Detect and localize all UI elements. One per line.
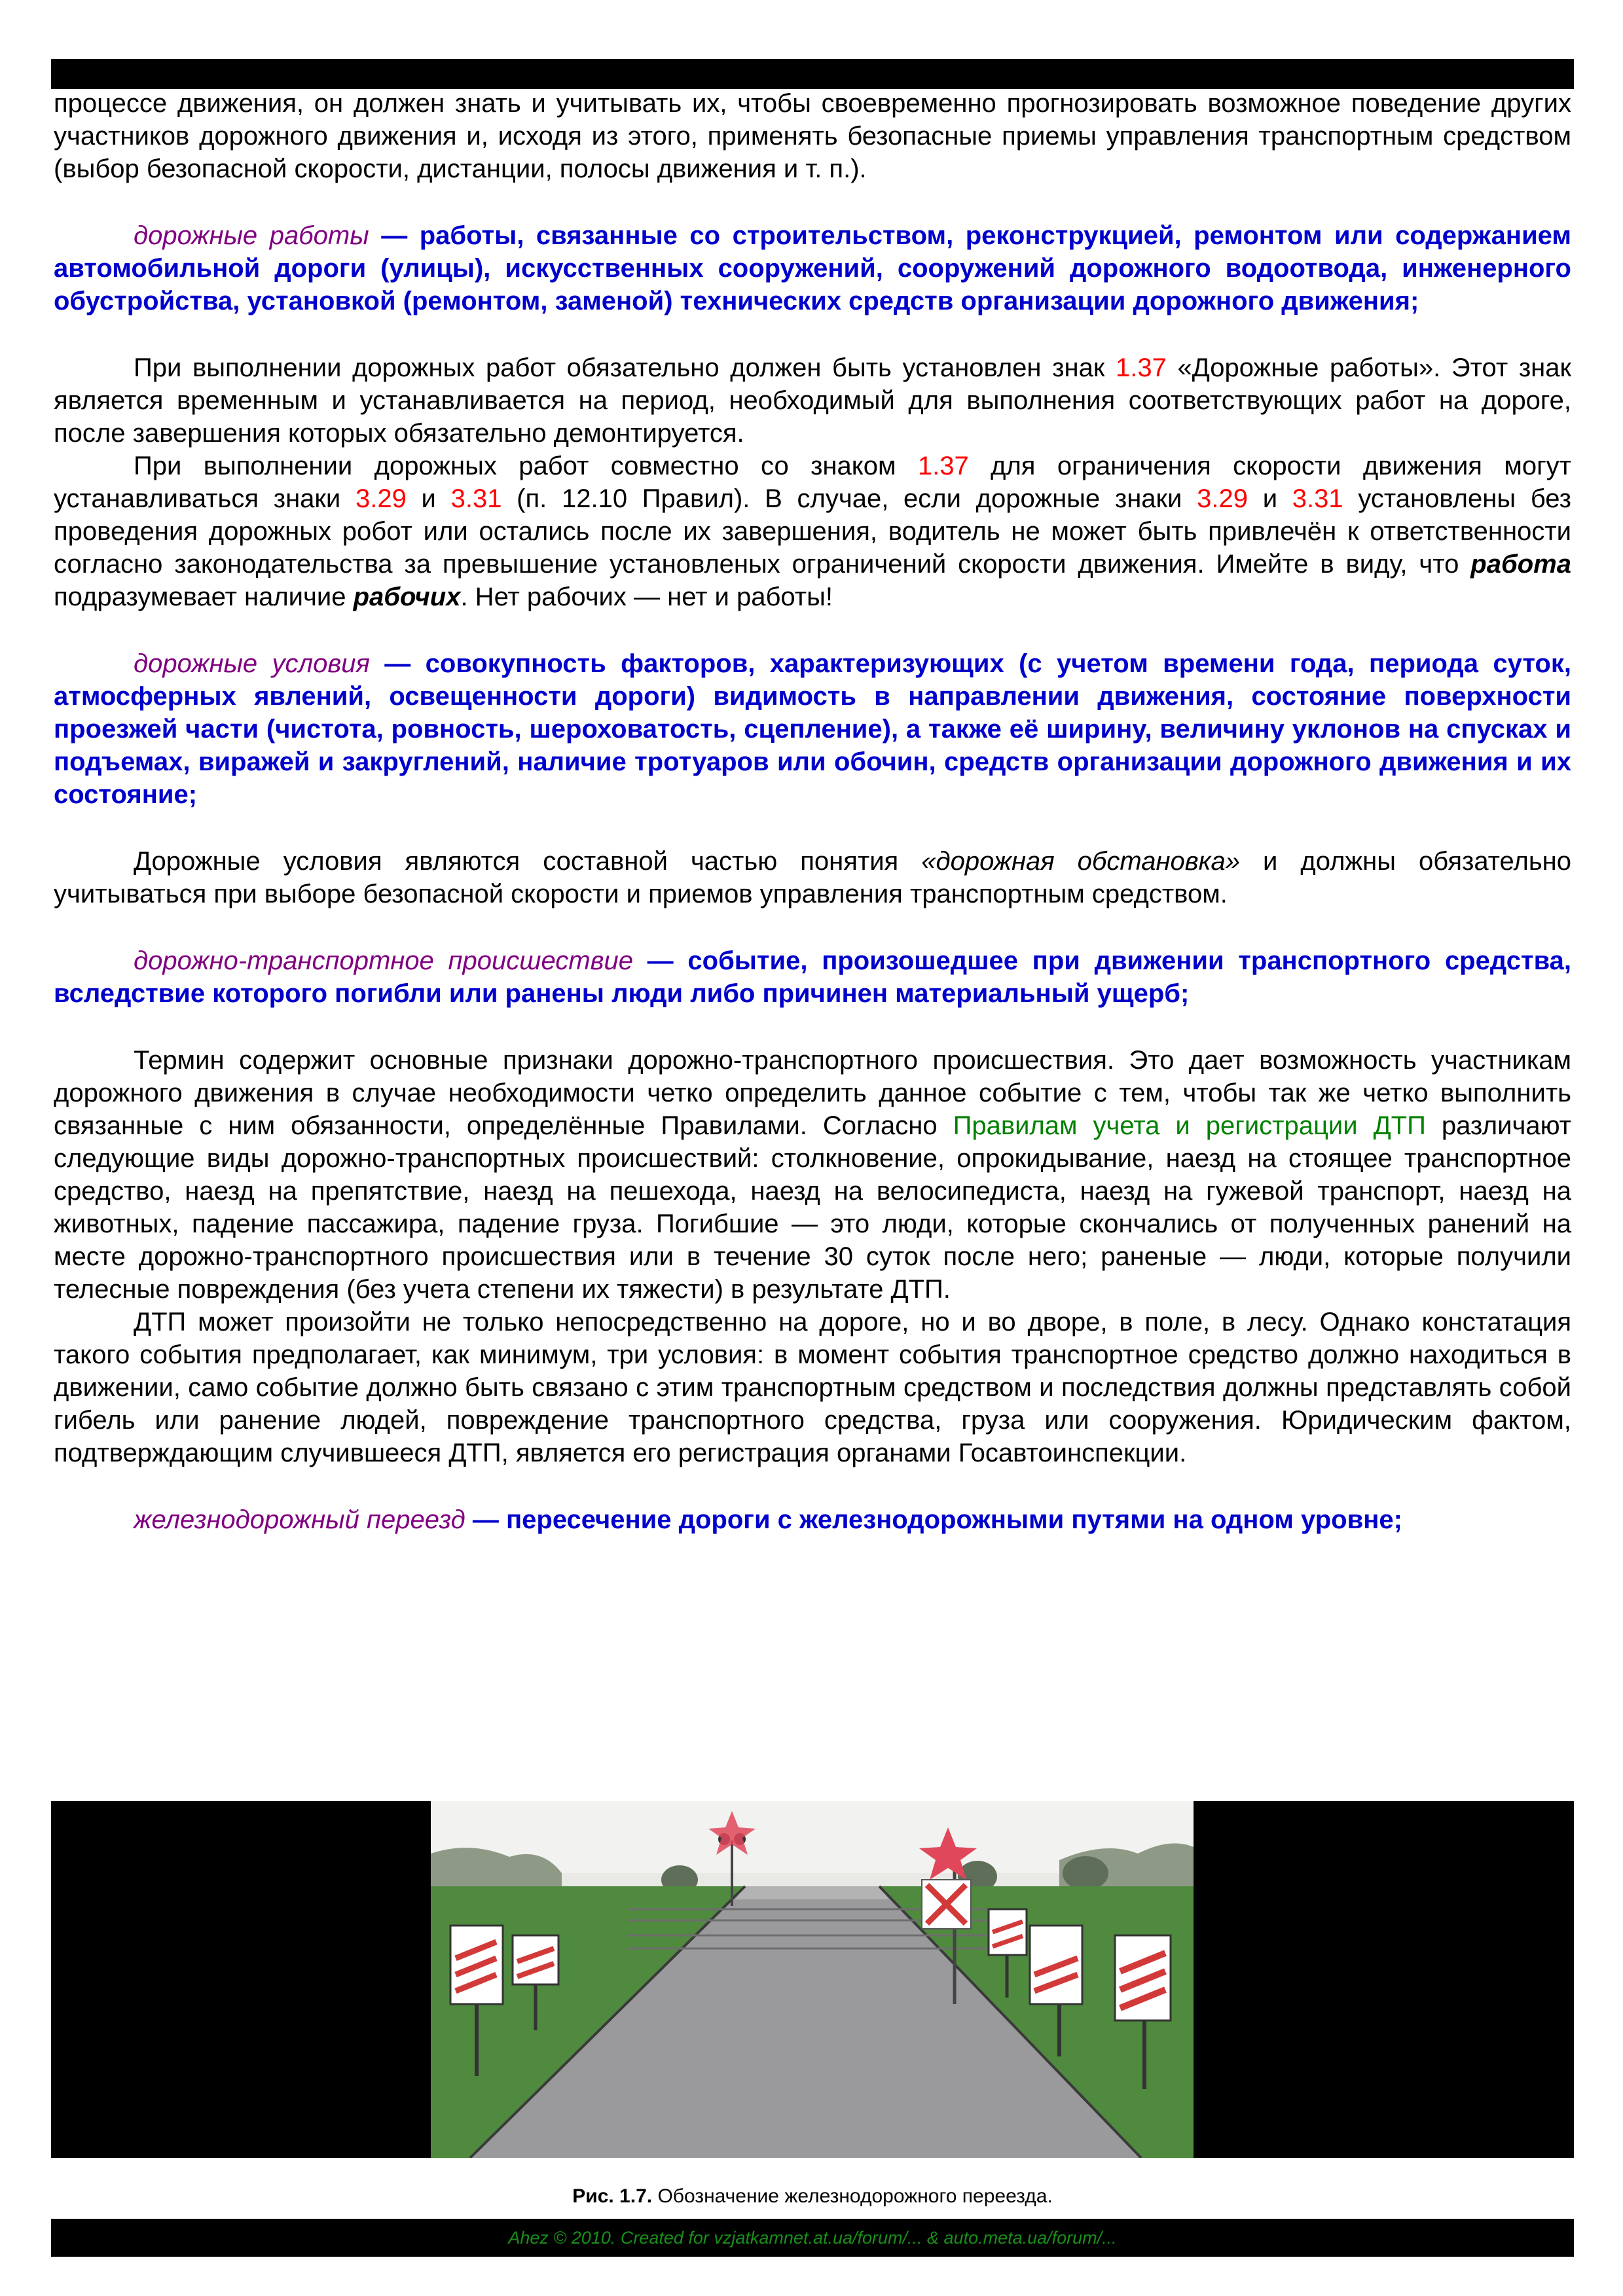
footer-bar xyxy=(51,2219,1574,2257)
definition-text: — пересечение дороги с железнодорожными путями на одном уровне; xyxy=(465,1505,1402,1534)
definition-road-works xyxy=(54,219,1571,317)
text-span: «Дорожные работы». Этот знак является временным и устанавливается на период, необходимый для выполнения соответствующих работ на дороге, после завершения которых обязательно демонтируется. xyxy=(54,353,1571,448)
paragraph-speed-limit-signs xyxy=(54,450,1571,613)
text-span: для ограничения скорости движения могут устанавливаться знаки xyxy=(54,452,1571,513)
definition-text: — совокупность факторов, характеризующих (с учетом времени года, периода суток, атмосферных явлений, освещенности дороги) видимость в направлении движения, состояние поверхности проезжей части (чистота, ровность, шероховатость, сцепление), а также её ширину, величину уклонов на спусках и подъемах, виражей и закруглений, наличие тротуаров или обочин, средств организации дорожного движения и их состояние; xyxy=(54,649,1572,809)
emphasis-work: работа xyxy=(1470,550,1571,579)
text-span: Дорожные условия являются составной частью понятия xyxy=(134,847,922,876)
definition-road-accident xyxy=(54,944,1571,1010)
paragraph-road-conditions xyxy=(54,845,1571,910)
term-road-accident: дорожно-транспортное происшествие xyxy=(134,946,633,975)
figure-railway-crossing xyxy=(51,1801,1574,2158)
sign-link-3-31[interactable]: 3.31 xyxy=(450,484,502,513)
term-road-works: дорожные работы xyxy=(134,221,369,250)
figure-caption-text: Обозначение железнодорожного переезда. xyxy=(652,2185,1053,2207)
definition-text: — событие, произошедшее при движении транспортного средства, вследствие которого погибли или ранены люди либо причинен материальный ущерб; xyxy=(54,946,1571,1008)
text-span: различают следующие виды дорожно-транспортных происшествий: столкновение, опрокидывание, наезд на стоящее транспортное средство, наезд на препятствие, наезд на пешехода, наезд на велосипедиста, наезд на гужевой транспорт, наезд на животных, падение пассажира, падение груза. Погибшие — это люди, которые скончались от полученных ранений на месте дорожно-транспортного происшествия или в течение 30 суток после него; раненые — люди, которые получили телесные повреждения (без учета степени их тяжести) в результате ДТП. xyxy=(54,1111,1572,1304)
text-span: подразумевает наличие xyxy=(54,583,354,611)
sign-link-3-29[interactable]: 3.29 xyxy=(1197,484,1248,513)
text-span: установлены без проведения дорожных робот или остались после их завершения, водитель не может быть привлечён к ответственности согласно законодательства за превышение установленых ограничений скорости движения. Имейте в виду, что xyxy=(54,484,1571,579)
intro-paragraph: процессе движения, он должен знать и учитывать их, чтобы своевременно прогнозировать возможное поведение других участников дорожного движения и, исходя из этого, применять безопасные приемы управления транспортным средством (выбор безопасной скорости, дистанции, полосы движения и т. п.). xyxy=(54,89,1571,183)
text-span: При выполнении дорожных работ совместно со знаком xyxy=(134,452,918,480)
text-span: . Нет рабочих — нет и работы! xyxy=(460,583,833,611)
text-span: и должны обязательно учитываться при выборе безопасной скорости и приемов управления транспортным средством. xyxy=(54,847,1571,908)
page-content xyxy=(54,87,1571,1536)
paragraph-road-works-sign xyxy=(54,351,1571,450)
term-road-conditions: дорожные условия xyxy=(134,649,370,678)
definition-text: — работы, связанные со строительством, реконструкцией, ремонтом или содержанием автомобильной дороги (улицы), искусственных сооружений, сооружений дорожного водоотвода, инженерного обустройства, установкой (ремонтом, заменой) технических средств организации дорожного движения; xyxy=(54,221,1571,315)
figure-label: Рис. 1.7. xyxy=(572,2185,653,2207)
footer-credit: Ahez © 2010. Created for vzjatkamnet.at.ua/forum/... & auto.meta.ua/forum/... xyxy=(508,2228,1117,2248)
railway-crossing-illustration xyxy=(431,1801,1194,2158)
definition-road-conditions xyxy=(54,647,1571,811)
text-span: При выполнении дорожных работ обязательно должен быть установлен знак xyxy=(134,353,1116,382)
text-span: и xyxy=(406,484,451,513)
rules-link[interactable]: Правилам учета и регистрации ДТП xyxy=(953,1111,1426,1140)
emphasis-road-situation: «дорожная обстановка» xyxy=(921,847,1240,876)
sign-link-3-29[interactable]: 3.29 xyxy=(355,484,407,513)
text-span: Термин содержит основные признаки дорожно-транспортного происшествия. Это дает возможность участникам дорожного движения в случае необходимости четко определить данное событие с тем, чтобы так же четко выполнить связанные с ним обязанности, определённые Правилами. Согласно xyxy=(54,1046,1571,1140)
sign-link-1-37[interactable]: 1.37 xyxy=(917,452,969,480)
text-span: и xyxy=(1247,484,1292,513)
paragraph-accident-types xyxy=(54,1044,1571,1306)
top-black-bar xyxy=(51,59,1574,89)
paragraph-accident-conditions: ДТП может произойти не только непосредственно на дороге, но и во дворе, в поле, в лесу. Однако констатация такого события предполагает, как минимум, три условия: в момент события транспортное средство должно находиться в движении, само событие должно быть связано с этим транспортным средством и последствия должны представлять собой гибель или ранение людей, повреждение транспортного средства, груза или сооружения. Юридическим фактом, подтверждающим случившееся ДТП, является его регистрация органами Госавтоинспекции. xyxy=(54,1308,1571,1467)
text-span: (п. 12.10 Правил). В случае, если дорожные знаки xyxy=(501,484,1197,513)
figure-caption xyxy=(51,2185,1574,2208)
sign-link-3-31[interactable]: 3.31 xyxy=(1292,484,1343,513)
emphasis-workers: рабочих xyxy=(353,583,461,611)
sign-link-1-37[interactable]: 1.37 xyxy=(1115,353,1167,382)
term-railway-crossing: железнодорожный переезд xyxy=(134,1505,465,1534)
definition-railway-crossing xyxy=(54,1503,1571,1536)
